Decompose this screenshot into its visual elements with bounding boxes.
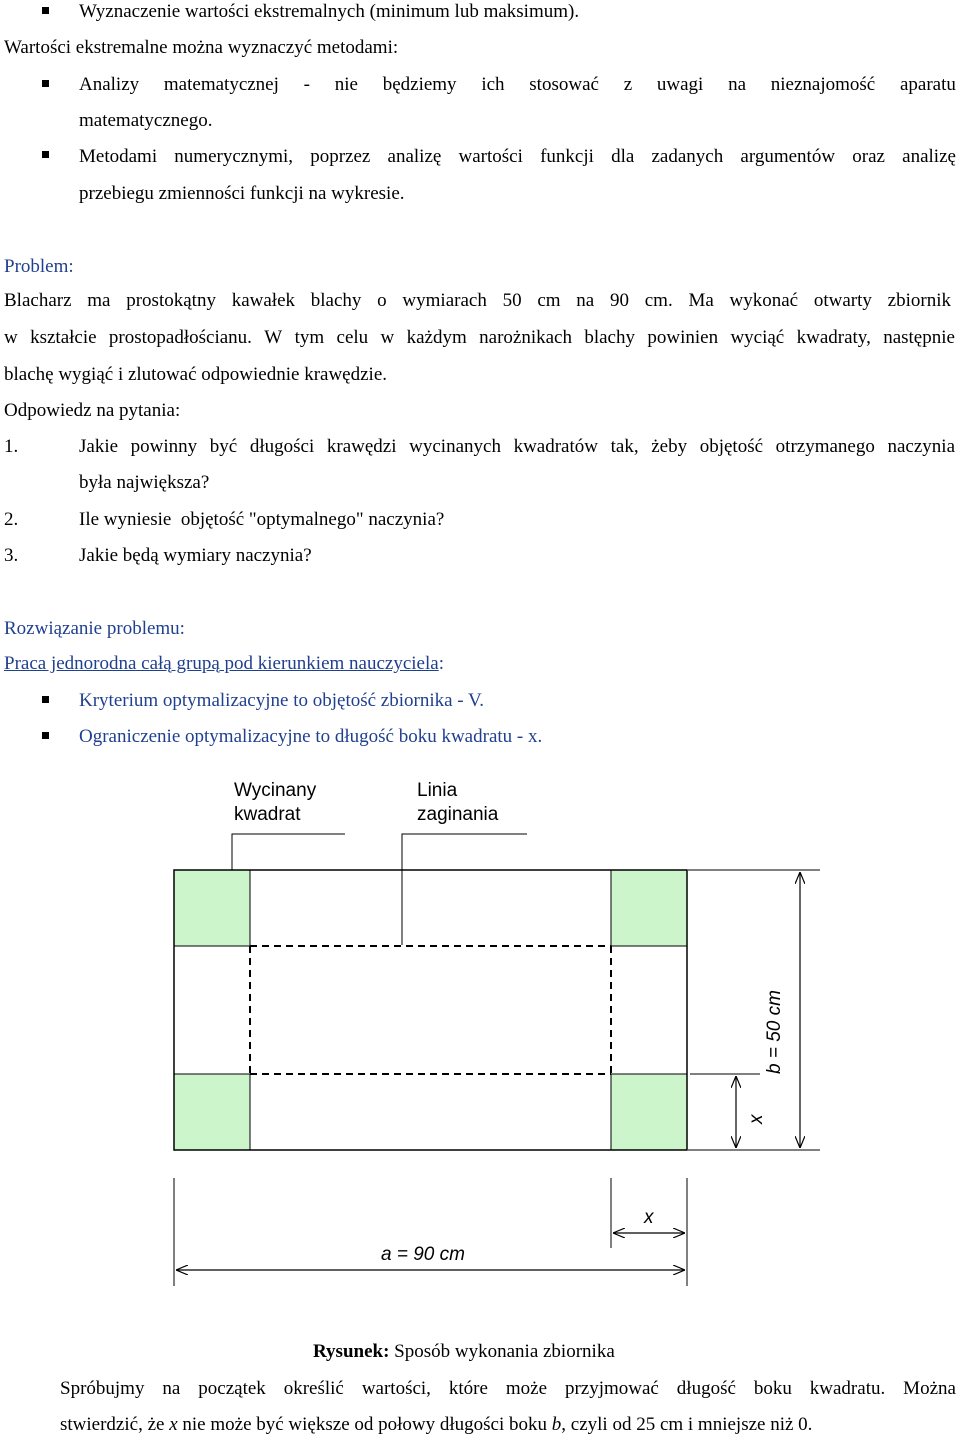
word: matematycznej <box>163 74 279 95</box>
methods-intro: Wartości ekstremalne można wyznaczyć metodami: <box>4 37 399 58</box>
word: 50 <box>502 290 522 311</box>
word: oraz <box>852 146 885 167</box>
word: wykonać <box>729 290 799 311</box>
word: otrzymanego <box>775 436 875 457</box>
method1-line2: matematycznego. <box>79 110 213 131</box>
closing-text-a: stwierdzić, że <box>60 1414 170 1435</box>
figure-caption <box>313 1340 615 1364</box>
word: nieznajomość <box>770 74 876 95</box>
variable-x: x <box>169 1414 178 1435</box>
closing-text-b: nie może być większe od połowy długości boku <box>177 1414 552 1435</box>
word: Można <box>903 1378 956 1399</box>
word: uwagi <box>656 74 704 95</box>
question-number: 1. <box>4 436 19 457</box>
word: W <box>264 327 283 348</box>
word: naczynia <box>887 436 955 457</box>
word: może <box>505 1378 548 1399</box>
caption-text: Sposób wykonania zbiornika <box>389 1341 615 1362</box>
label-fold-line2: zaginania <box>417 804 499 825</box>
word: o <box>377 290 387 311</box>
word: na <box>576 290 595 311</box>
dimension-label-x-vertical: x <box>746 1114 767 1124</box>
word: długości <box>249 436 315 457</box>
problem-line3: blachę wygiąć i zlutować odpowiednie krawędzie. <box>4 364 388 385</box>
word: narożnikach <box>479 327 572 348</box>
word: określić <box>283 1378 344 1399</box>
word: będziemy <box>382 74 457 95</box>
leader-line-fold <box>402 834 527 945</box>
word: żeby <box>651 436 688 457</box>
word: cm <box>537 290 561 311</box>
word: blachy <box>310 290 362 311</box>
word: przyjmować <box>564 1378 659 1399</box>
questions-intro: Odpowiedz na pytania: <box>4 400 181 421</box>
label-square-line2: kwadrat <box>234 804 301 825</box>
corner-square <box>611 870 687 946</box>
word: wycinanych <box>409 436 501 457</box>
word: kawałek <box>231 290 296 311</box>
word: początek <box>198 1378 266 1399</box>
question-number: 3. <box>4 545 19 566</box>
word: ma <box>87 290 111 311</box>
word: boku <box>753 1378 792 1399</box>
fold-lines <box>250 946 611 1074</box>
word: Analizy <box>79 74 140 95</box>
corner-square <box>174 1074 250 1150</box>
word: analizę <box>387 146 442 167</box>
solution-subheading: Praca jednorodna całą grupą pod kierunkiem nauczyciela <box>4 653 439 674</box>
criterion-text: Kryterium optymalizacyjne to objętość zbiornika - V. <box>79 690 485 711</box>
criterion-text: Ograniczenie optymalizacyjne to długość boku kwadratu - x. <box>79 726 543 747</box>
word: stosować <box>529 74 599 95</box>
problem-heading: Problem: <box>4 256 74 277</box>
word: kształcie <box>30 327 97 348</box>
question-1-line2: była największa? <box>79 472 210 493</box>
word: Spróbujmy <box>60 1378 145 1399</box>
word: na <box>162 1378 181 1399</box>
word: kwadratów <box>513 436 598 457</box>
label-fold-line1: Linia <box>417 780 458 801</box>
word: tym <box>294 327 325 348</box>
word: krawędzi <box>326 436 397 457</box>
word: ich <box>481 74 505 95</box>
dimension-label-x-horizontal: x <box>644 1207 654 1228</box>
word: długość <box>676 1378 736 1399</box>
question-number: 2. <box>4 509 19 530</box>
word: w <box>4 327 18 348</box>
word: następnie <box>883 327 955 348</box>
word: być <box>209 436 238 457</box>
word: zadanych <box>651 146 724 167</box>
word: aparatu <box>899 74 956 95</box>
word: kwadratu. <box>809 1378 886 1399</box>
word: cm. <box>644 290 673 311</box>
word: wymiarach <box>402 290 487 311</box>
dimension-label-b: b = 50 cm <box>764 990 785 1074</box>
word: nie <box>334 74 358 95</box>
word: objętość <box>699 436 764 457</box>
word: wyciąć <box>730 327 785 348</box>
word: numerycznymi, <box>174 146 294 167</box>
word: poprzez <box>310 146 371 167</box>
word: prostopadłościanu. <box>108 327 252 348</box>
closing-line2 <box>60 1413 812 1437</box>
word: celu <box>336 327 369 348</box>
word: Metodami <box>79 146 158 167</box>
word: Jakie <box>79 436 119 457</box>
method2-line2: przebiegu zmienności funkcji na wykresie. <box>79 183 405 204</box>
word: w <box>380 327 395 348</box>
top-bullet-text: Wyznaczenie wartości ekstremalnych (minimum lub maksimum). <box>79 1 580 22</box>
word: prostokątny <box>126 290 216 311</box>
corner-square <box>611 1074 687 1150</box>
word: Ma <box>688 290 714 311</box>
word: Blacharz <box>4 290 72 311</box>
word: otwarty <box>813 290 872 311</box>
corner-square <box>174 870 250 946</box>
word: 90 <box>609 290 629 311</box>
word: kwadraty, <box>796 327 871 348</box>
caption-label: Rysunek: <box>313 1341 390 1362</box>
word: wartości, <box>361 1378 431 1399</box>
solution-heading: Rozwiązanie problemu: <box>4 618 185 639</box>
solution-colon: : <box>438 653 444 674</box>
word: - <box>303 74 310 95</box>
dimension-label-a: a = 90 cm <box>381 1244 465 1265</box>
question-3-text: Jakie będą wymiary naczynia? <box>79 545 312 566</box>
variable-b: b <box>551 1414 562 1435</box>
closing-text-c: , czyli od 25 cm i mniejsze niż 0. <box>561 1414 813 1435</box>
word: które <box>448 1378 488 1399</box>
word: dla <box>611 146 635 167</box>
word: zbiornik <box>887 290 951 311</box>
word: analizę <box>902 146 956 167</box>
word: funkcji <box>540 146 594 167</box>
word: blachy <box>584 327 635 348</box>
closing-line1 <box>60 1377 956 1401</box>
word: wartości <box>458 146 523 167</box>
word: tak, <box>610 436 639 457</box>
word: na <box>728 74 746 95</box>
question-2-text: Ile wyniesie objętość "optymalnego" naczynia? <box>79 509 445 530</box>
word: argumentów <box>740 146 836 167</box>
word: każdym <box>406 327 467 348</box>
word: powinny <box>130 436 198 457</box>
word: z <box>623 74 633 95</box>
word: powinien <box>647 327 719 348</box>
label-square-line1: Wycinany <box>234 780 317 801</box>
